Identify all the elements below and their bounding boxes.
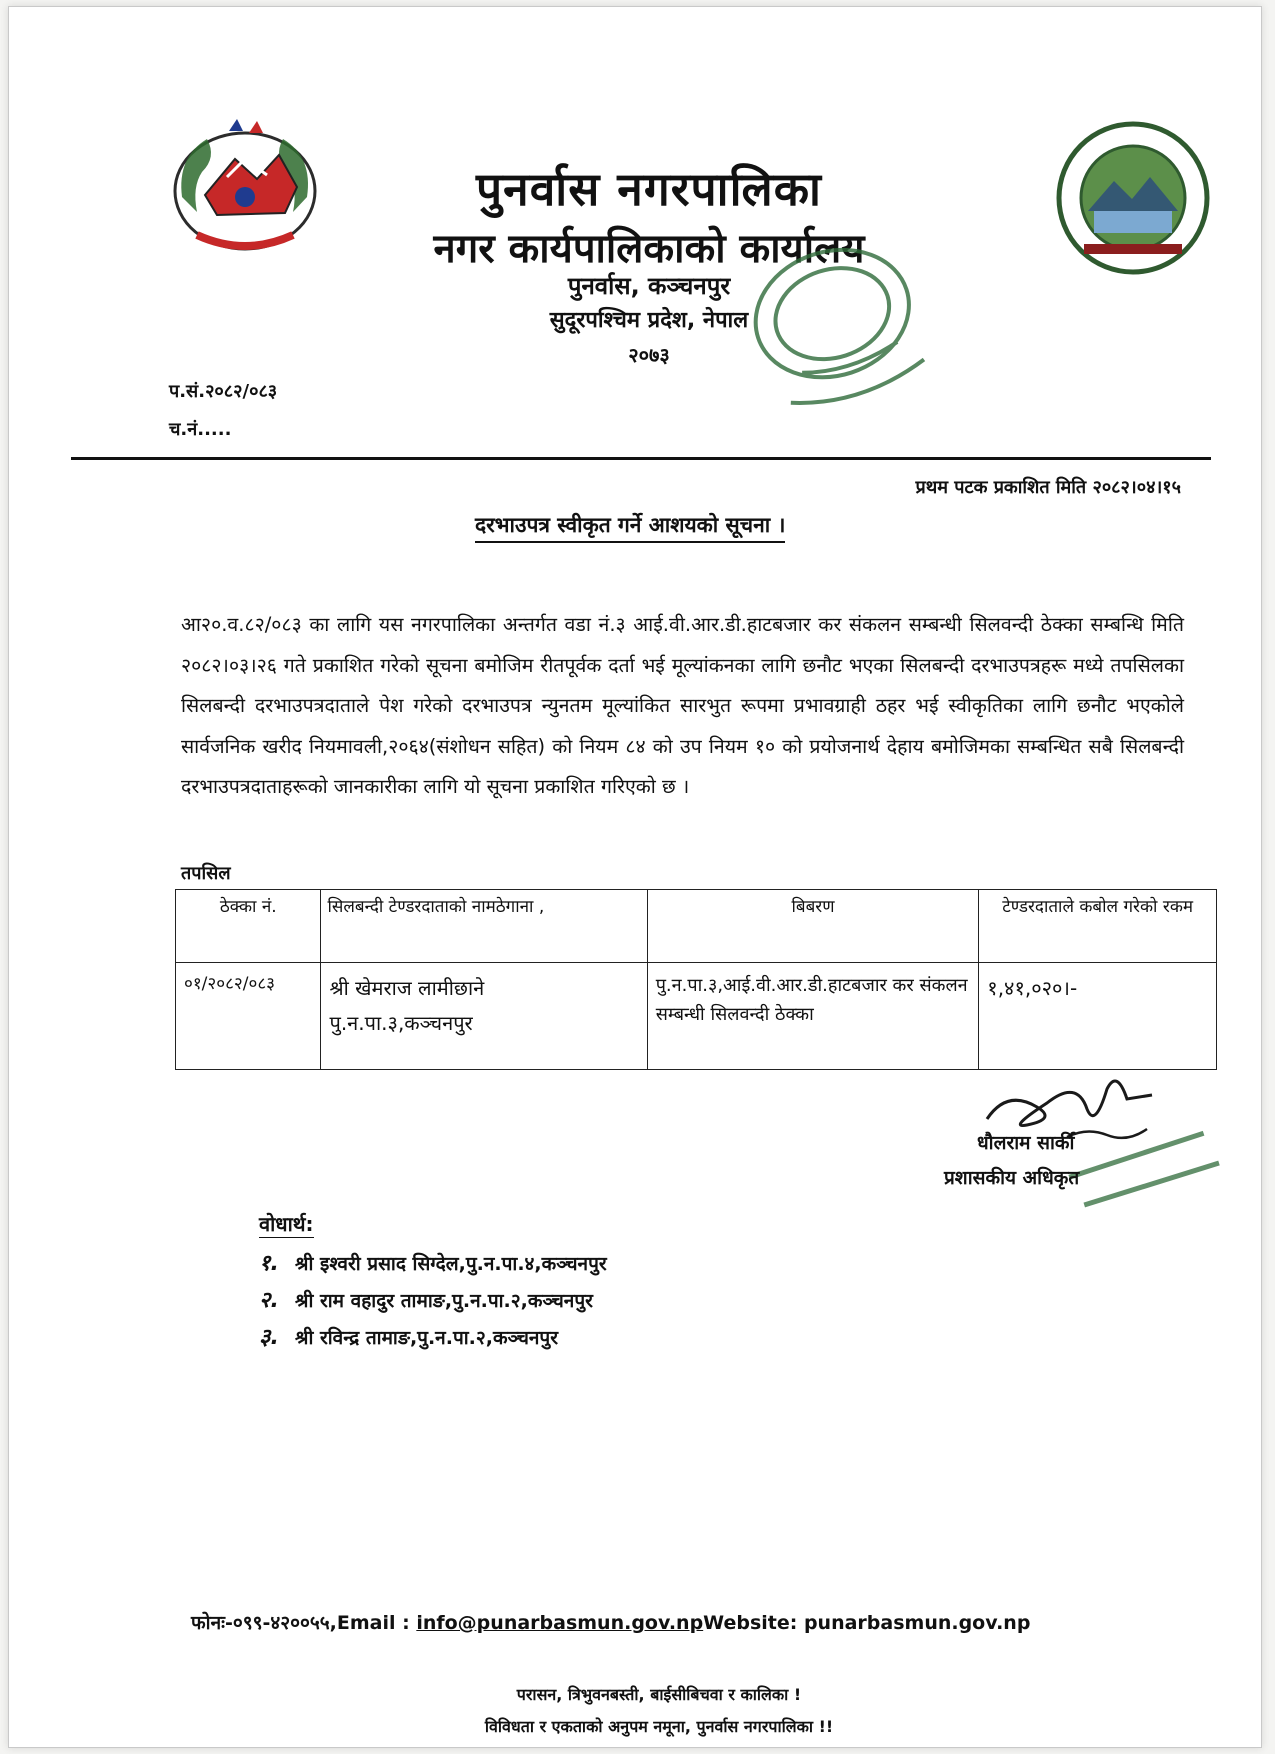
signatory-name: धौलराम सार्की	[977, 1132, 1075, 1154]
list-item	[259, 1321, 558, 1351]
website-text: Website: punarbasmun.gov.np	[703, 1612, 1031, 1634]
office-address-line2: सुदूरपश्चिम प्रदेश, नेपाल	[549, 308, 749, 333]
list-item-text: श्री रविन्द्र तामाङ,पु.न.पा.२,कञ्चनपुर	[295, 1327, 558, 1349]
list-item-number: १.	[259, 1251, 279, 1276]
footer-motto-line1: परासन, त्रिभुवनबस्ती, बाईसीबिचवा र कालिका !	[516, 1685, 802, 1704]
column-header-description: बिबरण	[647, 890, 979, 963]
office-name-line1: पुनर्वास नगरपालिका	[476, 162, 822, 216]
list-item	[259, 1247, 607, 1277]
notice-body-paragraph: आ२०.व.८२/०८३ का लागि यस नगरपालिका अन्तर्गत वडा नं.३ आई.वी.आर.डी.हाटबजार कर संकलन सम्बन्धी सिलवन्दी ठेक्का सम्बन्धि मिति २०८२।०३।२६ गते प्रकाशित गरेको सूचना बमोजिम रीतपूर्वक दर्ता भई मूल्यांकनका लागि छनौट भएका सिलबन्दी दरभाउपत्रहरू मध्ये तपसिलका सिलबन्दी दरभाउपत्रदाताले पेश गरेको दरभाउपत्र न्युनतम मूल्यांकित सारभुत रूपमा प्रभावग्राही ठहर भई स्वीकृतिका लागि छनौट भएकोले सार्वजनिक खरीद नियमावली,२०६४(संशोधन सहित) को नियम ८४ को उप नियम १० को प्रयोजनार्थ देहाय बमोजिमका सम्बन्धित सबै सिलबन्दी दरभाउपत्रदाताहरूको जानकारीका लागि यो सूचना प्रकाशित गरिएको छ ।	[181, 613, 1185, 798]
contact-info	[191, 1609, 1030, 1635]
municipality-logo-icon	[1054, 119, 1212, 277]
footer-motto-line2: विविधता र एकताको अनुपम नमूना, पुनर्वास नगरपालिका !!	[484, 1717, 834, 1736]
cell-bidder	[321, 963, 647, 1070]
bidder-address: पु.न.पा.३,कञ्चनपुर	[329, 1011, 473, 1035]
list-item-number: ३.	[259, 1325, 279, 1350]
schedule-label: तपसिल	[181, 863, 231, 884]
cell-contract-no: ०१/२०८२/०८३	[176, 963, 321, 1070]
dispatch-number: च.नं.....	[169, 419, 232, 440]
notice-title: दरभाउपत्र स्वीकृत गर्ने आशयको सूचना ।	[475, 511, 785, 543]
column-header-amount: टेण्डरदाताले कबोल गरेको रकम	[979, 890, 1217, 963]
column-header-contract-no: ठेक्का नं.	[176, 890, 321, 963]
table-header-row	[176, 890, 1217, 963]
bid-table	[175, 889, 1217, 1070]
column-header-bidder: सिलबन्दी टेण्डरदाताको नामठेगाना ,	[321, 890, 647, 963]
header-divider	[71, 457, 1211, 460]
document-page	[8, 6, 1262, 1748]
list-item-number: २.	[259, 1288, 279, 1313]
cc-label: वोधार्थ:	[259, 1212, 314, 1236]
published-date: प्रथम पटक प्रकाशित मिति २०८२।०४।१५	[915, 477, 1181, 498]
signatory-designation: प्रशासकीय अधिकृत	[944, 1167, 1080, 1189]
phone-number: फोनः-०९९-४२००५५,	[191, 1612, 337, 1634]
list-item-text: श्री राम वहादुर तामाङ,पु.न.पा.२,कञ्चनपुर	[295, 1290, 593, 1312]
cell-amount: १,४१,०२०।-	[979, 963, 1217, 1070]
list-item	[259, 1284, 593, 1314]
office-year: २०७३	[628, 343, 670, 367]
list-item-text: श्री इश्वरी प्रसाद सिग्देल,पु.न.पा.४,कञ्चनपुर	[295, 1253, 607, 1275]
email-label: Email :	[336, 1612, 417, 1634]
office-name-line2: नगर कार्यपालिकाको कार्यालय	[433, 226, 865, 272]
letter-reference-number: प.सं.२०८२/०८३	[169, 381, 278, 402]
cell-description: पु.न.पा.३,आई.वी.आर.डी.हाटबजार कर संकलन सम्बन्धी सिलवन्दी ठेक्का	[647, 963, 979, 1070]
email-link[interactable]: info@punarbasmun.gov.np	[416, 1612, 704, 1634]
office-address-line1: पुनर्वास, कञ्चनपुर	[567, 272, 731, 300]
table-row	[176, 963, 1217, 1070]
nepal-emblem-icon	[157, 117, 332, 267]
bidder-name: श्री खेमराज लामीछाने	[329, 976, 485, 1000]
office-seal-stamp-icon	[729, 235, 944, 415]
